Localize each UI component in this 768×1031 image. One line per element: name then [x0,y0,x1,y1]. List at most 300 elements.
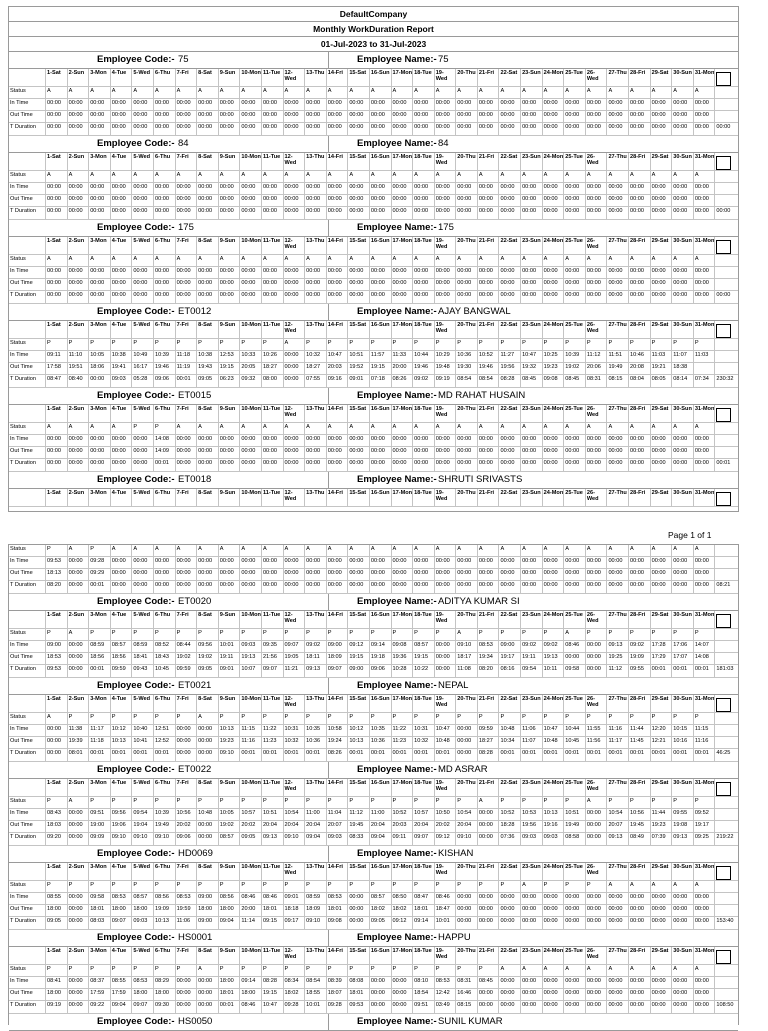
day-value: 00:00 [586,665,608,677]
day-value: 19:49 [607,363,629,374]
day-header-cell: 4-Tue [111,237,133,254]
day-value: A [413,545,435,556]
day-header-cell: 21-Fri [478,863,500,880]
day-value: 18:41 [132,653,154,664]
day-header-cell: 18-Tue [413,611,435,628]
day-value: 00:00 [46,207,68,219]
day-value: P [262,797,284,808]
day-value: 17:59 [89,989,111,1000]
day-value: 00:00 [154,291,176,303]
employee-name-label: Employee Name:- [357,306,437,317]
day-value: P [176,713,198,724]
duration-row [9,581,738,594]
day-value: P [240,713,262,724]
day-header-cell: 23-Sun [521,695,543,712]
day-value: 00:00 [176,99,198,110]
day-value: P [176,965,198,976]
day-header-cell: 12-Wed [284,947,306,964]
day-value: 00:00 [89,207,111,219]
day-value: 00:00 [392,977,414,988]
day-value: A [478,545,500,556]
day-value: A [327,255,349,266]
day-value: 20:04 [305,821,327,832]
day-value: 00:00 [392,183,414,194]
day-value: 00:00 [132,291,154,303]
day-value: 00:00 [392,195,414,206]
day-value: 08:00 [262,375,284,387]
in-time-row [9,351,738,363]
day-value: 00:00 [543,459,565,471]
day-value: 00:00 [564,111,586,122]
day-value: 00:00 [370,1001,392,1013]
day-value: 00:00 [651,989,673,1000]
day-value: 00:00 [478,123,500,135]
day-value: 08:59 [132,641,154,652]
day-header-cell: 1-Sat [46,863,68,880]
duration-row [9,207,738,220]
day-header-cell: 20-Thu [456,153,478,170]
employee-code-label: Employee Code:- [97,390,175,401]
day-value: 00:00 [327,557,349,568]
day-header-cell: 9-Sun [219,611,241,628]
day-value: A [564,171,586,182]
day-header-cell: 7-Fri [176,779,198,796]
day-value: 18:00 [240,989,262,1000]
day-value: 19:02 [176,653,198,664]
day-value: 09:15 [262,917,284,929]
day-value: 00:00 [219,207,241,219]
day-value: 00:00 [629,99,651,110]
day-value: 00:00 [586,821,608,832]
day-header-cell: 20-Thu [456,695,478,712]
day-value: 00:00 [543,183,565,194]
day-value: 00:00 [694,917,716,929]
day-value: P [240,629,262,640]
day-value: 00:00 [240,459,262,471]
day-header-cell: 29-Sat [651,947,673,964]
day-value: 19:36 [392,653,414,664]
duration-row [9,1001,738,1014]
day-value: P [89,965,111,976]
total-duration: 230:32 [716,376,734,382]
day-value: 09:10 [132,833,154,845]
day-value: 00:00 [499,111,521,122]
day-value: P [607,713,629,724]
day-value: 00:00 [68,111,90,122]
day-value: P [564,339,586,350]
day-value: 00:00 [305,447,327,458]
day-value: 19:23 [651,821,673,832]
day-value: 00:00 [672,917,694,929]
day-header-blank [9,489,46,506]
day-value: 00:00 [629,291,651,303]
day-value: 00:01 [672,665,694,677]
day-value: 00:00 [629,557,651,568]
day-value: 00:00 [672,279,694,290]
day-value: 00:00 [327,99,349,110]
day-value: 09:00 [46,641,68,652]
day-value: P [413,965,435,976]
day-value: P [564,713,586,724]
day-value: 00:00 [478,447,500,458]
day-header-cell: 30-Sun [672,237,694,254]
day-header-cell: 16-Sun [370,237,392,254]
total-duration: 00:00 [716,124,731,130]
day-value: 10:01 [219,641,241,652]
day-value: 18:01 [89,905,111,916]
day-value: P [478,339,500,350]
day-header-cell: 21-Fri [478,405,500,422]
day-value: 08:57 [132,893,154,904]
row-label: T Duration [9,123,46,135]
day-value: 00:00 [456,291,478,303]
day-value: A [607,881,629,892]
day-value: 00:00 [435,195,457,206]
day-value: A [240,87,262,98]
day-value: 00:00 [456,195,478,206]
duration-row [9,749,738,762]
day-value: A [132,171,154,182]
day-header-cell: 1-Sat [46,611,68,628]
day-value: 20:07 [607,821,629,832]
day-value: A [111,255,133,266]
total-box [716,698,731,712]
day-value: 10:54 [607,809,629,820]
day-value: 10:51 [348,351,370,362]
day-header-cell: 31-Mon [694,695,716,712]
day-value: P [392,629,414,640]
day-value: 00:00 [629,123,651,135]
day-value: 00:00 [305,279,327,290]
day-value: A [413,255,435,266]
day-value: 00:00 [629,917,651,929]
day-value: 00:00 [284,111,306,122]
day-value: 00:00 [219,291,241,303]
day-value: 19:32 [521,363,543,374]
day-value: 12:42 [435,989,457,1000]
day-value: 00:00 [176,435,198,446]
day-value: 18:28 [499,821,521,832]
day-value: 09:00 [197,917,219,929]
employee-header [9,136,738,153]
day-value: 00:00 [176,447,198,458]
day-value: 08:26 [392,375,414,387]
day-value: 10:52 [392,809,414,820]
day-value: A [564,255,586,266]
day-value: 19:23 [219,737,241,748]
day-value: A [499,965,521,976]
day-value: 00:00 [672,267,694,278]
day-value: A [262,255,284,266]
day-value: 00:00 [543,977,565,988]
day-header-cell: 21-Fri [478,695,500,712]
employee-code: 175 [178,222,194,233]
in-time-row [9,977,738,989]
day-value: 00:00 [111,279,133,290]
day-value: 10:15 [672,725,694,736]
day-value: A [456,255,478,266]
day-value: 11:07 [521,737,543,748]
day-header-cell: 25-Tue [564,237,586,254]
day-header-cell: 17-Mon [392,863,414,880]
day-value: 00:00 [521,459,543,471]
day-value: 09:07 [327,665,349,677]
day-header-cell: 10-Mon [240,863,262,880]
day-value: 08:39 [327,977,349,988]
day-value: 00:00 [499,989,521,1000]
day-value: 00:00 [413,557,435,568]
day-value: 00:00 [89,279,111,290]
day-header-cell: 25-Tue [564,947,586,964]
day-value: P [89,339,111,350]
day-value: 00:00 [111,459,133,471]
day-value: 20:03 [327,363,349,374]
day-value: P [327,881,349,892]
day-value: 00:00 [651,267,673,278]
day-value: 00:00 [521,195,543,206]
day-value: 00:00 [651,111,673,122]
day-value: 08:54 [456,375,478,387]
day-value: 10:58 [327,725,349,736]
day-value: 10:52 [499,809,521,820]
day-value: 09:17 [284,917,306,929]
day-value: P [68,965,90,976]
employee-code-label: Employee Code:- [97,306,175,317]
day-value: 00:00 [46,279,68,290]
day-value: 09:10 [284,833,306,845]
day-value: 09:51 [413,1001,435,1013]
total-duration [715,557,732,568]
day-value: 00:00 [46,737,68,748]
day-value: P [499,713,521,724]
day-header-cell: 6-Thu [154,489,176,506]
day-value: P [521,629,543,640]
day-value: P [586,713,608,724]
day-value: P [111,965,133,976]
total-duration [715,87,732,98]
day-value: 09:03 [240,641,262,652]
day-value: 00:00 [435,111,457,122]
day-value: P [132,881,154,892]
day-value: A [564,965,586,976]
day-header-cell: 25-Tue [564,611,586,628]
day-header-cell: 15-Sat [348,69,370,86]
day-header-cell: 6-Thu [154,69,176,86]
day-header-cell: 24-Mon [543,695,565,712]
day-value: 18:00 [111,905,133,916]
day-value: P [435,713,457,724]
total-duration [715,989,732,1000]
day-value: A [651,545,673,556]
in-time-row [9,641,738,653]
day-header-cell: 12-Wed [284,153,306,170]
day-value: 00:00 [543,279,565,290]
day-value: A [197,423,219,434]
day-header-cell: 29-Sat [651,779,673,796]
day-value: 00:00 [197,749,219,761]
day-value: 19:23 [543,363,565,374]
day-value: A [694,255,716,266]
day-header-cell: 27-Thu [607,69,629,86]
day-value: 00:00 [651,183,673,194]
day-header-cell: 21-Fri [478,779,500,796]
day-value: 19:56 [499,363,521,374]
day-value: 09:51 [89,809,111,820]
duration-row [9,291,738,304]
day-value: A [413,171,435,182]
day-header-row [9,947,738,965]
day-value: A [521,881,543,892]
day-header-cell: 5-Wed [132,405,154,422]
day-value: A [435,87,457,98]
day-value: 00:00 [89,195,111,206]
day-value: 11:04 [327,809,349,820]
day-header-cell: 22-Sat [499,153,521,170]
day-value: 00:00 [499,267,521,278]
day-value: 00:00 [629,569,651,580]
day-value: 20:04 [456,821,478,832]
day-value: 08:47 [46,375,68,387]
day-value: 00:00 [521,291,543,303]
day-value: 00:00 [586,989,608,1000]
day-value: P [672,713,694,724]
day-value: 00:00 [607,447,629,458]
day-value: A [219,171,241,182]
day-value: A [521,965,543,976]
day-value: 10:28 [392,665,414,677]
day-value: 08:56 [154,893,176,904]
day-header-cell: 4-Tue [111,695,133,712]
day-value: 18:47 [435,905,457,916]
day-value: 00:00 [672,435,694,446]
day-header-cell: 8-Sat [197,611,219,628]
day-value: 00:00 [499,557,521,568]
day-value: P [629,713,651,724]
day-value: 19:56 [521,821,543,832]
day-value: 09:04 [370,833,392,845]
day-value: 10:31 [284,725,306,736]
day-header-cell: 11-Tue [262,237,284,254]
day-value: 00:00 [651,447,673,458]
day-header-cell: 23-Sun [521,863,543,880]
employee-code-label: Employee Code:- [97,54,175,65]
day-value: A [521,171,543,182]
day-value: A [564,629,586,640]
day-value: 00:00 [564,917,586,929]
day-value: 00:00 [132,195,154,206]
day-value: A [176,423,198,434]
day-header-cell: 13-Thu [305,69,327,86]
day-value: P [46,545,68,556]
status-row [9,171,738,183]
day-value: 00:00 [370,977,392,988]
day-value: A [499,255,521,266]
day-value: 10:56 [629,809,651,820]
day-value: 00:00 [651,435,673,446]
day-value: 00:00 [456,725,478,736]
day-value: 09:05 [370,917,392,929]
employee-code: ET0022 [178,764,212,775]
day-value: 00:00 [456,905,478,916]
total-duration: 153:40 [716,918,734,924]
day-value: 09:52 [694,809,716,820]
day-value: 00:00 [176,123,198,135]
day-value: 11:18 [176,351,198,362]
day-value: 08:04 [629,375,651,387]
day-value: A [586,423,608,434]
day-value: 00:00 [132,99,154,110]
day-value: 00:00 [543,111,565,122]
day-header-cell: 30-Sun [672,69,694,86]
column-divider [328,678,329,694]
day-value: 10:54 [456,809,478,820]
day-header-cell: 19-Wed [435,153,457,170]
day-value: P [435,965,457,976]
day-value: 00:01 [499,749,521,761]
day-value: 00:00 [327,459,349,471]
day-header-cell: 11-Tue [262,321,284,338]
column-divider [328,52,329,68]
day-value: 00:00 [586,809,608,820]
status-row [9,713,738,725]
day-value: 00:00 [68,1001,90,1013]
day-value: 10:44 [564,725,586,736]
day-header-cell: 3-Mon [89,237,111,254]
day-value: 00:00 [607,291,629,303]
day-value: 00:00 [564,989,586,1000]
day-value: P [456,965,478,976]
day-header-cell: 8-Sat [197,779,219,796]
day-value: 00:00 [694,989,716,1000]
day-value: A [651,87,673,98]
day-header-cell: 20-Thu [456,779,478,796]
day-value: 00:00 [586,557,608,568]
day-value: 00:01 [543,749,565,761]
day-value: 10:12 [348,725,370,736]
day-value: 00:00 [672,207,694,219]
day-value: 14:09 [154,447,176,458]
day-header-blank [9,405,46,422]
day-value: 00:00 [197,435,219,446]
day-header-cell: 30-Sun [672,779,694,796]
day-value: 08:14 [672,375,694,387]
day-value: P [219,713,241,724]
day-header-cell: 13-Thu [305,611,327,628]
employee-list-page-1 [9,52,738,507]
day-value: A [435,545,457,556]
day-value: 00:00 [176,989,198,1000]
day-value: 00:00 [478,809,500,820]
day-value: 09:54 [132,809,154,820]
day-value: 18:13 [46,569,68,580]
day-value: 00:01 [284,749,306,761]
day-header-cell: 14-Fri [327,489,349,506]
day-header-cell: 11-Tue [262,779,284,796]
total-duration [715,447,732,458]
day-value: 00:00 [499,183,521,194]
day-value: 00:00 [89,291,111,303]
day-value: P [413,713,435,724]
day-value: 00:00 [564,435,586,446]
day-value: P [305,881,327,892]
day-value: 00:00 [586,569,608,580]
day-value: A [68,545,90,556]
day-header-cell: 15-Sat [348,695,370,712]
day-value: 19:45 [629,821,651,832]
day-header-cell: 4-Tue [111,863,133,880]
employee-header [9,52,738,69]
day-value: 00:00 [435,653,457,664]
